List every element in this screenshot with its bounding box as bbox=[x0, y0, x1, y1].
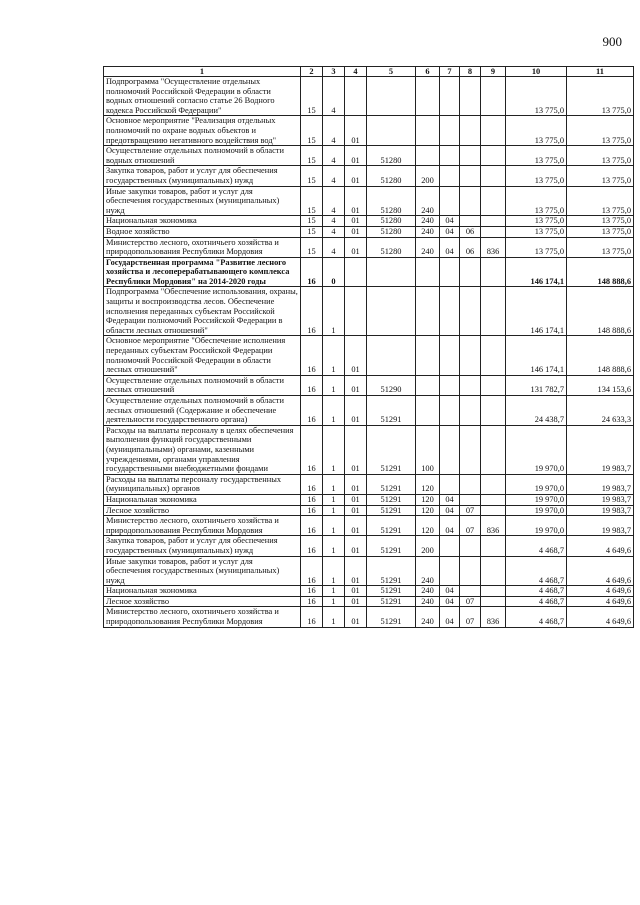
row-name: Национальная экономика bbox=[104, 216, 301, 227]
table-row bbox=[104, 494, 634, 505]
row-name: Лесное хозяйство bbox=[104, 505, 301, 516]
code-cell: 04 bbox=[440, 505, 460, 516]
table-row bbox=[104, 116, 634, 146]
row-name: Основное мероприятие "Реализация отдельных полномочий по охране водных объектов и предотвращению негативного воздействия вод" bbox=[104, 116, 301, 146]
amount-cell: 19 983,7 bbox=[567, 516, 634, 536]
amount-cell: 13 775,0 bbox=[567, 166, 634, 186]
code-cell bbox=[481, 494, 506, 505]
code-cell: 04 bbox=[440, 516, 460, 536]
code-cell bbox=[460, 146, 481, 166]
row-name: Подпрограмма "Осуществление отдельных полномочий Российской Федерации в области водных отношений согласно статье 26 Водного кодекса Российской Федерации" bbox=[104, 77, 301, 116]
code-cell: 04 bbox=[440, 226, 460, 237]
code-cell: 51291 bbox=[367, 596, 416, 607]
code-cell bbox=[460, 257, 481, 287]
code-cell: 1 bbox=[323, 287, 345, 336]
table-row bbox=[104, 166, 634, 186]
table-row bbox=[104, 375, 634, 395]
amount-cell: 19 983,7 bbox=[567, 505, 634, 516]
code-cell: 51280 bbox=[367, 226, 416, 237]
table-row bbox=[104, 474, 634, 494]
code-cell: 16 bbox=[301, 607, 323, 627]
table-row bbox=[104, 226, 634, 237]
code-cell: 01 bbox=[345, 396, 367, 426]
code-cell: 16 bbox=[301, 425, 323, 474]
code-cell bbox=[481, 77, 506, 116]
code-cell: 1 bbox=[323, 425, 345, 474]
table-row bbox=[104, 146, 634, 166]
row-name: Министерство лесного, охотничьего хозяйства и природопользования Республики Мордовия bbox=[104, 607, 301, 627]
table-row bbox=[104, 505, 634, 516]
code-cell: 120 bbox=[416, 505, 440, 516]
code-cell: 01 bbox=[345, 505, 367, 516]
table-row bbox=[104, 336, 634, 375]
column-header: 11 bbox=[567, 67, 634, 77]
table-row bbox=[104, 607, 634, 627]
code-cell: 1 bbox=[323, 586, 345, 597]
amount-cell: 13 775,0 bbox=[567, 226, 634, 237]
table-row bbox=[104, 586, 634, 597]
code-cell: 51291 bbox=[367, 536, 416, 556]
code-cell bbox=[440, 116, 460, 146]
code-cell: 51291 bbox=[367, 505, 416, 516]
code-cell bbox=[481, 586, 506, 597]
code-cell: 4 bbox=[323, 216, 345, 227]
code-cell bbox=[460, 216, 481, 227]
row-name: Водное хозяйство bbox=[104, 226, 301, 237]
amount-cell: 19 983,7 bbox=[567, 494, 634, 505]
code-cell: 16 bbox=[301, 494, 323, 505]
code-cell: 4 bbox=[323, 77, 345, 116]
page-number: 900 bbox=[602, 34, 622, 49]
amount-cell: 19 970,0 bbox=[506, 494, 567, 505]
table-row bbox=[104, 77, 634, 116]
code-cell: 04 bbox=[440, 607, 460, 627]
code-cell bbox=[440, 536, 460, 556]
code-cell: 01 bbox=[345, 186, 367, 216]
code-cell: 1 bbox=[323, 596, 345, 607]
amount-cell: 13 775,0 bbox=[567, 186, 634, 216]
amount-cell: 13 775,0 bbox=[567, 146, 634, 166]
code-cell: 07 bbox=[460, 505, 481, 516]
code-cell: 200 bbox=[416, 536, 440, 556]
code-cell: 16 bbox=[301, 596, 323, 607]
code-cell: 100 bbox=[416, 425, 440, 474]
amount-cell: 13 775,0 bbox=[567, 77, 634, 116]
amount-cell: 13 775,0 bbox=[506, 226, 567, 237]
code-cell bbox=[460, 287, 481, 336]
amount-cell: 13 775,0 bbox=[506, 77, 567, 116]
code-cell bbox=[481, 226, 506, 237]
code-cell: 01 bbox=[345, 425, 367, 474]
code-cell bbox=[481, 336, 506, 375]
code-cell bbox=[481, 116, 506, 146]
code-cell: 51280 bbox=[367, 216, 416, 227]
row-name: Государственная программа "Развитие лесного хозяйства и лесоперерабатывающего комплекса Республики Мордовия" на 2014-2020 годы bbox=[104, 257, 301, 287]
code-cell bbox=[460, 77, 481, 116]
code-cell: 51280 bbox=[367, 237, 416, 257]
row-name: Подпрограмма "Обеспечение использования, охраны, защиты и воспроизводства лесов. Обеспечение исполнения переданных субъектам Российской Федерации полномочий Российской Федерации в области лесных отношений" bbox=[104, 287, 301, 336]
row-name: Национальная экономика bbox=[104, 494, 301, 505]
code-cell: 836 bbox=[481, 607, 506, 627]
code-cell: 51291 bbox=[367, 556, 416, 586]
code-cell bbox=[460, 336, 481, 375]
code-cell: 01 bbox=[345, 146, 367, 166]
code-cell: 240 bbox=[416, 186, 440, 216]
amount-cell: 13 775,0 bbox=[506, 116, 567, 146]
code-cell bbox=[416, 336, 440, 375]
amount-cell: 13 775,0 bbox=[506, 146, 567, 166]
amount-cell: 4 649,6 bbox=[567, 586, 634, 597]
table-row bbox=[104, 536, 634, 556]
code-cell bbox=[440, 257, 460, 287]
amount-cell: 4 649,6 bbox=[567, 556, 634, 586]
code-cell: 240 bbox=[416, 556, 440, 586]
code-cell: 01 bbox=[345, 556, 367, 586]
row-name: Лесное хозяйство bbox=[104, 596, 301, 607]
code-cell bbox=[416, 77, 440, 116]
code-cell: 01 bbox=[345, 536, 367, 556]
code-cell: 15 bbox=[301, 116, 323, 146]
code-cell: 51291 bbox=[367, 494, 416, 505]
row-name: Закупка товаров, работ и услуг для обеспечения государственных (муниципальных) нужд bbox=[104, 536, 301, 556]
amount-cell: 13 775,0 bbox=[567, 237, 634, 257]
code-cell: 240 bbox=[416, 596, 440, 607]
column-header: 6 bbox=[416, 67, 440, 77]
amount-cell: 13 775,0 bbox=[506, 186, 567, 216]
row-name: Осуществление отдельных полномочий в области лесных отношений (Содержание и обеспечение деятельности государственного органа) bbox=[104, 396, 301, 426]
amount-cell: 4 468,7 bbox=[506, 596, 567, 607]
code-cell: 01 bbox=[345, 375, 367, 395]
code-cell: 01 bbox=[345, 586, 367, 597]
code-cell: 51290 bbox=[367, 375, 416, 395]
row-name: Закупка товаров, работ и услуг для обеспечения государственных (муниципальных) нужд bbox=[104, 166, 301, 186]
code-cell: 16 bbox=[301, 375, 323, 395]
code-cell bbox=[367, 257, 416, 287]
code-cell: 06 bbox=[460, 237, 481, 257]
code-cell: 16 bbox=[301, 257, 323, 287]
code-cell: 120 bbox=[416, 516, 440, 536]
code-cell bbox=[460, 586, 481, 597]
amount-cell: 148 888,6 bbox=[567, 336, 634, 375]
code-cell bbox=[367, 116, 416, 146]
amount-cell: 19 970,0 bbox=[506, 425, 567, 474]
code-cell bbox=[367, 336, 416, 375]
code-cell: 1 bbox=[323, 536, 345, 556]
code-cell bbox=[460, 375, 481, 395]
table-body bbox=[104, 77, 634, 628]
code-cell bbox=[460, 425, 481, 474]
code-cell: 16 bbox=[301, 336, 323, 375]
column-header: 7 bbox=[440, 67, 460, 77]
code-cell: 1 bbox=[323, 375, 345, 395]
code-cell bbox=[481, 166, 506, 186]
code-cell: 51291 bbox=[367, 425, 416, 474]
amount-cell: 4 649,6 bbox=[567, 596, 634, 607]
row-name: Осуществление отдельных полномочий в области водных отношений bbox=[104, 146, 301, 166]
code-cell bbox=[481, 375, 506, 395]
code-cell: 120 bbox=[416, 494, 440, 505]
code-cell bbox=[460, 116, 481, 146]
code-cell bbox=[481, 257, 506, 287]
code-cell: 836 bbox=[481, 237, 506, 257]
code-cell bbox=[440, 77, 460, 116]
code-cell: 15 bbox=[301, 216, 323, 227]
column-header: 9 bbox=[481, 67, 506, 77]
code-cell: 240 bbox=[416, 586, 440, 597]
row-name: Национальная экономика bbox=[104, 586, 301, 597]
code-cell: 1 bbox=[323, 336, 345, 375]
code-cell bbox=[481, 186, 506, 216]
code-cell bbox=[440, 186, 460, 216]
table-row bbox=[104, 216, 634, 227]
amount-cell: 19 970,0 bbox=[506, 505, 567, 516]
code-cell: 15 bbox=[301, 226, 323, 237]
table-row bbox=[104, 516, 634, 536]
code-cell: 4 bbox=[323, 116, 345, 146]
amount-cell: 148 888,6 bbox=[567, 287, 634, 336]
code-cell: 240 bbox=[416, 226, 440, 237]
code-cell bbox=[440, 396, 460, 426]
code-cell: 1 bbox=[323, 607, 345, 627]
code-cell: 4 bbox=[323, 186, 345, 216]
code-cell: 1 bbox=[323, 474, 345, 494]
code-cell: 01 bbox=[345, 494, 367, 505]
code-cell bbox=[440, 287, 460, 336]
code-cell: 240 bbox=[416, 607, 440, 627]
table-row bbox=[104, 396, 634, 426]
code-cell bbox=[416, 375, 440, 395]
amount-cell: 19 970,0 bbox=[506, 516, 567, 536]
code-cell bbox=[440, 146, 460, 166]
code-cell: 16 bbox=[301, 556, 323, 586]
code-cell: 01 bbox=[345, 116, 367, 146]
code-cell bbox=[481, 425, 506, 474]
row-name: Министерство лесного, охотничьего хозяйства и природопользования Республики Мордовия bbox=[104, 237, 301, 257]
code-cell: 4 bbox=[323, 146, 345, 166]
amount-cell: 4 468,7 bbox=[506, 556, 567, 586]
code-cell: 240 bbox=[416, 237, 440, 257]
amount-cell: 19 983,7 bbox=[567, 425, 634, 474]
code-cell: 51280 bbox=[367, 146, 416, 166]
row-name: Осуществление отдельных полномочий в области лесных отношений bbox=[104, 375, 301, 395]
code-cell bbox=[460, 556, 481, 586]
code-cell bbox=[460, 536, 481, 556]
code-cell bbox=[440, 375, 460, 395]
code-cell bbox=[440, 166, 460, 186]
code-cell: 1 bbox=[323, 494, 345, 505]
code-cell: 4 bbox=[323, 166, 345, 186]
code-cell: 01 bbox=[345, 596, 367, 607]
amount-cell: 13 775,0 bbox=[567, 116, 634, 146]
table-row bbox=[104, 257, 634, 287]
amount-cell: 4 649,6 bbox=[567, 607, 634, 627]
code-cell: 07 bbox=[460, 607, 481, 627]
code-cell bbox=[481, 536, 506, 556]
amount-cell: 13 775,0 bbox=[506, 166, 567, 186]
code-cell: 01 bbox=[345, 166, 367, 186]
column-header: 8 bbox=[460, 67, 481, 77]
amount-cell: 148 888,6 bbox=[567, 257, 634, 287]
code-cell bbox=[440, 425, 460, 474]
code-cell: 01 bbox=[345, 226, 367, 237]
code-cell: 4 bbox=[323, 226, 345, 237]
row-name: Иные закупки товаров, работ и услуг для обеспечения государственных (муниципальных) нужд bbox=[104, 186, 301, 216]
row-name: Основное мероприятие "Обеспечение исполнения переданных субъектам Российской Федерации полномочий Российской Федерации в области лесных отношений" bbox=[104, 336, 301, 375]
code-cell: 15 bbox=[301, 77, 323, 116]
code-cell: 01 bbox=[345, 216, 367, 227]
code-cell bbox=[460, 166, 481, 186]
row-name: Расходы на выплаты персоналу государственных (муниципальных) органов bbox=[104, 474, 301, 494]
code-cell: 51291 bbox=[367, 607, 416, 627]
amount-cell: 134 153,6 bbox=[567, 375, 634, 395]
code-cell: 120 bbox=[416, 474, 440, 494]
code-cell: 01 bbox=[345, 336, 367, 375]
amount-cell: 146 174,1 bbox=[506, 336, 567, 375]
code-cell: 51291 bbox=[367, 396, 416, 426]
code-cell bbox=[460, 186, 481, 216]
code-cell: 15 bbox=[301, 186, 323, 216]
code-cell: 15 bbox=[301, 146, 323, 166]
code-cell: 01 bbox=[345, 474, 367, 494]
column-header: 5 bbox=[367, 67, 416, 77]
amount-cell: 131 782,7 bbox=[506, 375, 567, 395]
column-header: 2 bbox=[301, 67, 323, 77]
code-cell: 1 bbox=[323, 516, 345, 536]
amount-cell: 146 174,1 bbox=[506, 257, 567, 287]
code-cell bbox=[345, 287, 367, 336]
code-cell: 16 bbox=[301, 586, 323, 597]
code-cell: 07 bbox=[460, 516, 481, 536]
table-row bbox=[104, 237, 634, 257]
code-cell: 16 bbox=[301, 536, 323, 556]
code-cell bbox=[481, 474, 506, 494]
column-header: 4 bbox=[345, 67, 367, 77]
amount-cell: 4 649,6 bbox=[567, 536, 634, 556]
amount-cell: 19 970,0 bbox=[506, 474, 567, 494]
code-cell: 01 bbox=[345, 237, 367, 257]
code-cell: 01 bbox=[345, 516, 367, 536]
amount-cell: 24 438,7 bbox=[506, 396, 567, 426]
budget-table bbox=[103, 66, 634, 628]
code-cell bbox=[481, 505, 506, 516]
code-cell bbox=[481, 596, 506, 607]
code-cell bbox=[416, 146, 440, 166]
row-name: Иные закупки товаров, работ и услуг для обеспечения государственных (муниципальных) нужд bbox=[104, 556, 301, 586]
code-cell: 51280 bbox=[367, 186, 416, 216]
code-cell: 4 bbox=[323, 237, 345, 257]
table-row bbox=[104, 186, 634, 216]
code-cell: 01 bbox=[345, 607, 367, 627]
amount-cell: 13 775,0 bbox=[506, 216, 567, 227]
code-cell bbox=[481, 287, 506, 336]
code-cell bbox=[440, 556, 460, 586]
row-name: Расходы на выплаты персоналу в целях обеспечения выполнения функций государственными (муниципальными) органами, казенными учреждениями, органами управления государственными внебюджетными фондами bbox=[104, 425, 301, 474]
code-cell: 240 bbox=[416, 216, 440, 227]
code-cell: 15 bbox=[301, 166, 323, 186]
table-row bbox=[104, 596, 634, 607]
code-cell: 16 bbox=[301, 505, 323, 516]
code-cell bbox=[416, 287, 440, 336]
code-cell: 200 bbox=[416, 166, 440, 186]
code-cell: 1 bbox=[323, 396, 345, 426]
code-cell bbox=[345, 257, 367, 287]
code-cell: 16 bbox=[301, 516, 323, 536]
code-cell bbox=[460, 396, 481, 426]
table-row bbox=[104, 425, 634, 474]
code-cell: 51291 bbox=[367, 474, 416, 494]
code-cell: 1 bbox=[323, 505, 345, 516]
code-cell: 16 bbox=[301, 396, 323, 426]
amount-cell: 4 468,7 bbox=[506, 586, 567, 597]
amount-cell: 4 468,7 bbox=[506, 536, 567, 556]
code-cell: 16 bbox=[301, 474, 323, 494]
code-cell: 16 bbox=[301, 287, 323, 336]
code-cell: 04 bbox=[440, 596, 460, 607]
code-cell bbox=[345, 77, 367, 116]
column-header: 1 bbox=[104, 67, 301, 77]
code-cell bbox=[481, 146, 506, 166]
code-cell bbox=[460, 494, 481, 505]
code-cell: 0 bbox=[323, 257, 345, 287]
code-cell bbox=[460, 474, 481, 494]
code-cell: 06 bbox=[460, 226, 481, 237]
code-cell: 04 bbox=[440, 494, 460, 505]
code-cell bbox=[440, 474, 460, 494]
column-header: 10 bbox=[506, 67, 567, 77]
code-cell bbox=[367, 77, 416, 116]
code-cell bbox=[481, 216, 506, 227]
code-cell: 51280 bbox=[367, 166, 416, 186]
code-cell: 15 bbox=[301, 237, 323, 257]
amount-cell: 13 775,0 bbox=[567, 216, 634, 227]
code-cell bbox=[367, 287, 416, 336]
code-cell bbox=[416, 116, 440, 146]
amount-cell: 4 468,7 bbox=[506, 607, 567, 627]
code-cell: 51291 bbox=[367, 516, 416, 536]
code-cell bbox=[481, 396, 506, 426]
code-cell: 04 bbox=[440, 237, 460, 257]
code-cell: 836 bbox=[481, 516, 506, 536]
code-cell: 1 bbox=[323, 556, 345, 586]
code-cell: 07 bbox=[460, 596, 481, 607]
amount-cell: 19 983,7 bbox=[567, 474, 634, 494]
amount-cell: 13 775,0 bbox=[506, 237, 567, 257]
row-name: Министерство лесного, охотничьего хозяйства и природопользования Республики Мордовия bbox=[104, 516, 301, 536]
amount-cell: 146 174,1 bbox=[506, 287, 567, 336]
amount-cell: 24 633,3 bbox=[567, 396, 634, 426]
code-cell: 51291 bbox=[367, 586, 416, 597]
table-row bbox=[104, 287, 634, 336]
code-cell: 04 bbox=[440, 216, 460, 227]
code-cell bbox=[440, 336, 460, 375]
code-cell: 04 bbox=[440, 586, 460, 597]
code-cell bbox=[416, 257, 440, 287]
column-header: 3 bbox=[323, 67, 345, 77]
header-row bbox=[104, 67, 634, 77]
table-row bbox=[104, 556, 634, 586]
code-cell bbox=[481, 556, 506, 586]
code-cell bbox=[416, 396, 440, 426]
